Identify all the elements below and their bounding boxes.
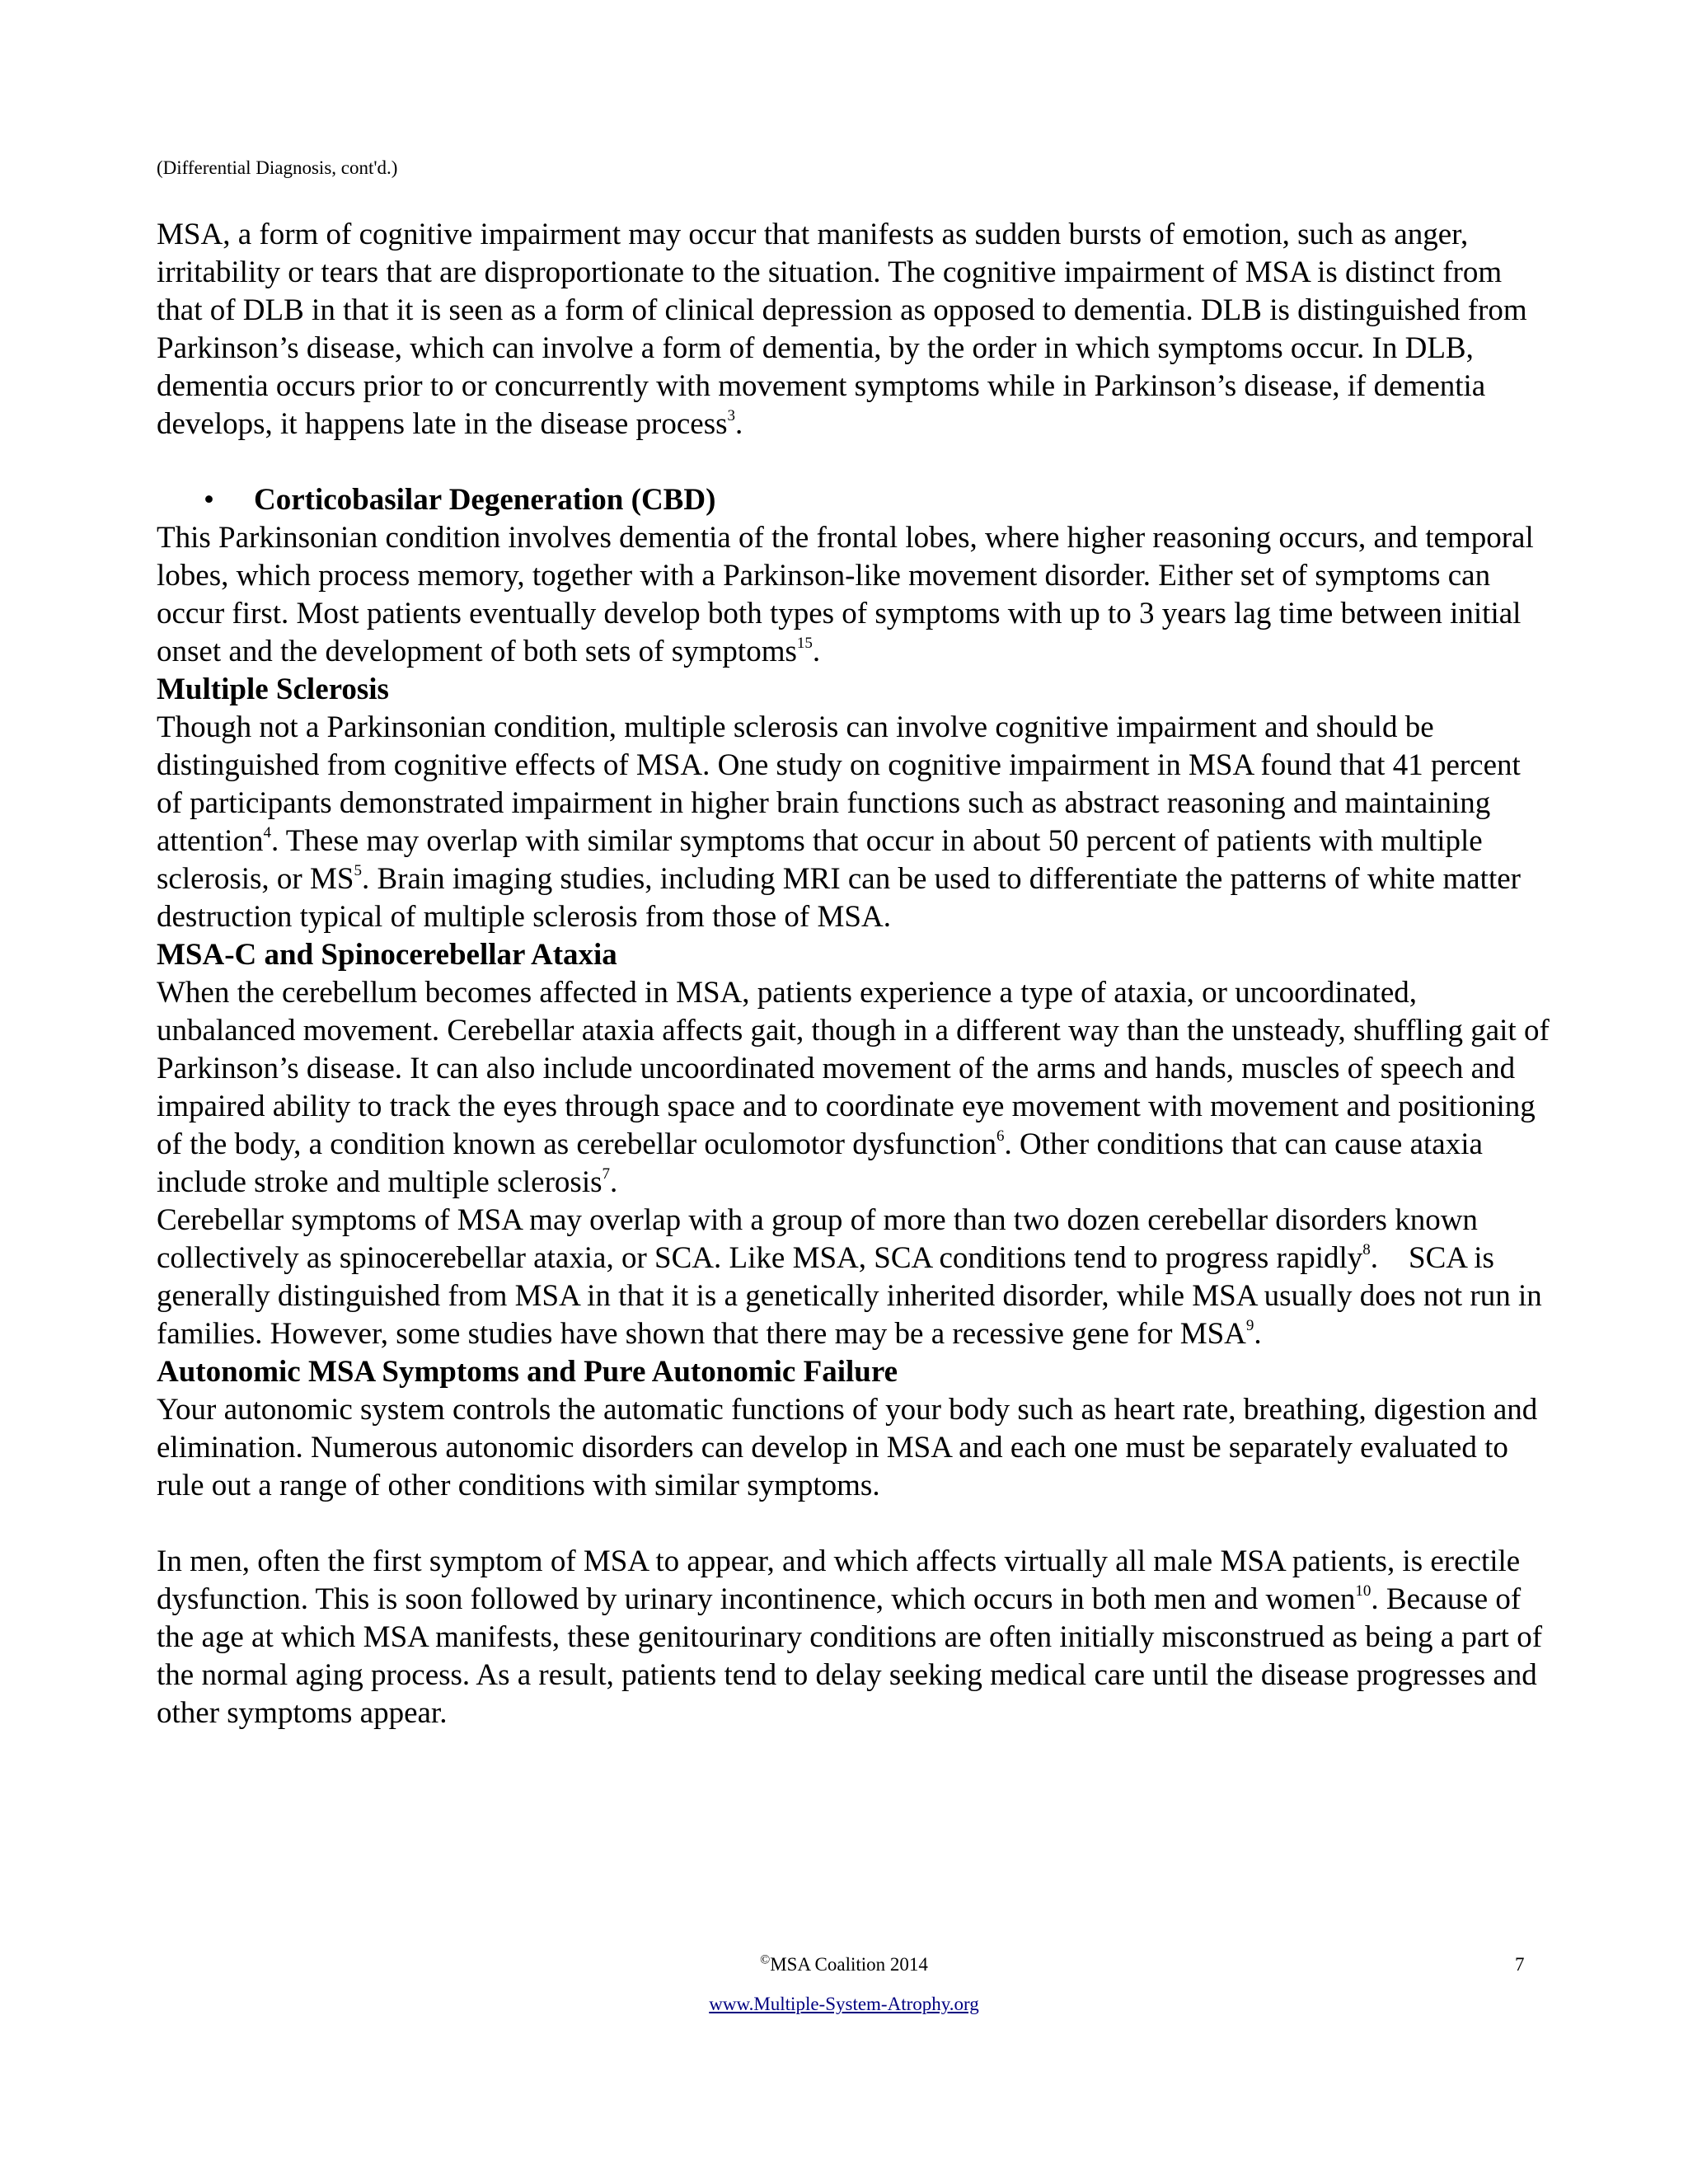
sca-footnote-ref-2: 7: [602, 1165, 610, 1183]
sca-text-4: Cerebellar symptoms of MSA may overlap with a group of more than two dozen cerebellar disorders known collectively as spinocerebellar ataxia, or SCA. Like MSA, SCA conditions tend to progress rapidly: [157, 1203, 1478, 1275]
website-link[interactable]: www.Multiple-System-Atrophy.org: [709, 1994, 979, 2014]
ms-text-2: . These may overlap with similar symptoms that occur in about 50 percent of patients with multiple sclerosis, or MS: [157, 824, 1483, 896]
cbd-heading: Corticobasilar Degeneration (CBD): [254, 483, 716, 517]
sca-paragraph-1: [157, 974, 1550, 1202]
cbd-bullet-heading: [157, 481, 1550, 519]
sca-text-5: . SCA is generally distinguished from MSA in that it is a genetically inherited disorder, while MSA usually does not run in families. However, some studies have shown that there may be a recessive gene for MSA: [157, 1241, 1550, 1351]
sca-heading: MSA-C and Spinocerebellar Ataxia: [157, 938, 617, 972]
men-footnote-ref: 10: [1355, 1582, 1372, 1600]
intro-footnote-ref: 3: [727, 406, 736, 424]
paf-paragraph: Your autonomic system controls the automatic functions of your body such as heart rate, breathing, digestion and elimination. Numerous autonomic disorders can develop in MSA and each one must be separately evaluated to rule out a range of other conditions with similar symptoms.: [157, 1393, 1538, 1502]
page-content: [157, 157, 1550, 1732]
cbd-end: .: [812, 635, 821, 668]
sca-paragraph-2: [157, 1202, 1550, 1353]
sca-footnote-ref-3: 8: [1362, 1240, 1371, 1258]
footer-link-row: [0, 1993, 1688, 2016]
ms-paragraph: [157, 709, 1550, 936]
sca-text-3: .: [610, 1165, 618, 1199]
running-head: (Differential Diagnosis, cont'd.): [157, 157, 398, 178]
cbd-footnote-ref: 15: [796, 634, 813, 652]
sca-text-1: When the cerebellum becomes affected in MSA, patients experience a type of ataxia, or uncoordinated, unbalanced movement. Cerebellar ataxia affects gait, though in a different way than the unsteady, shuffling gait of Parkinson’s disease. It can also include uncoordinated movement of the arms and hands, muscles of speech and impaired ability to track the eyes through space and to coordinate eye movement with movement and positioning of the body, a condition known as cerebellar oculomotor dysfunction: [157, 976, 1550, 1161]
intro-paragraph: [157, 216, 1550, 443]
sca-text-6: .: [1254, 1317, 1262, 1351]
ms-footnote-ref-2: 5: [354, 861, 362, 879]
copyright-icon: ©: [760, 1952, 771, 1967]
cbd-paragraph: [157, 519, 1550, 671]
men-paragraph: [157, 1543, 1550, 1732]
sca-footnote-ref-4: 9: [1245, 1316, 1254, 1334]
ms-footnote-ref-1: 4: [263, 823, 271, 841]
men-text-1: In men, often the first symptom of MSA to appear, and which affects virtually all male MSA patients, is erectile dysfunction. This is soon followed by urinary incontinence, which occurs in both men and women: [157, 1544, 1521, 1616]
ms-text-3: . Brain imaging studies, including MRI can be used to differentiate the patterns of white matter destruction typical of multiple sclerosis from those of MSA.: [157, 862, 1521, 934]
intro-end: .: [735, 407, 743, 441]
cbd-text: This Parkinsonian condition involves dementia of the frontal lobes, where higher reasoning occurs, and temporal lobes, which process memory, together with a Parkinson-like movement disorder. Either set of symptoms can occur first. Most patients eventually develop both types of symptoms with up to 3 years lag time between initial onset and the development of both sets of symptoms: [157, 521, 1534, 668]
page-number: 7: [1515, 1954, 1525, 1975]
ms-text-1: Though not a Parkinsonian condition, multiple sclerosis can involve cognitive impairment and should be distinguished from cognitive effects of MSA. One study on cognitive impairment in MSA found that 41 percent of participants demonstrated impairment in higher brain functions such as abstract reasoning and maintaining attention: [157, 710, 1521, 858]
sca-footnote-ref-1: 6: [996, 1127, 1005, 1145]
copyright-text: MSA Coalition 2014: [770, 1954, 928, 1975]
ms-heading: Multiple Sclerosis: [157, 673, 389, 706]
footer-copyright: [0, 1953, 1688, 1976]
sca-text-2: . Other conditions that can cause ataxia include stroke and multiple sclerosis: [157, 1127, 1483, 1199]
intro-text: MSA, a form of cognitive impairment may occur that manifests as sudden bursts of emotion, such as anger, irritability or tears that are disproportionate to the situation. The cognitive impairment of MSA is distinct from that of DLB in that it is seen as a form of clinical depression as opposed to dementia. DLB is distinguished from Parkinson’s disease, which can involve a form of dementia, by the order in which symptoms occur. In DLB, dementia occurs prior to or concurrently with movement symptoms while in Parkinson’s disease, if dementia develops, it happens late in the disease process: [157, 218, 1527, 441]
bullet-icon: •: [204, 483, 214, 517]
paf-heading: Autonomic MSA Symptoms and Pure Autonomic Failure: [157, 1355, 898, 1389]
men-text-2: . Because of the age at which MSA manifests, these genitourinary conditions are often initially misconstrued as being a part of the normal aging process. As a result, patients tend to delay seeking medical care until the disease progresses and other symptoms appear.: [157, 1582, 1543, 1730]
